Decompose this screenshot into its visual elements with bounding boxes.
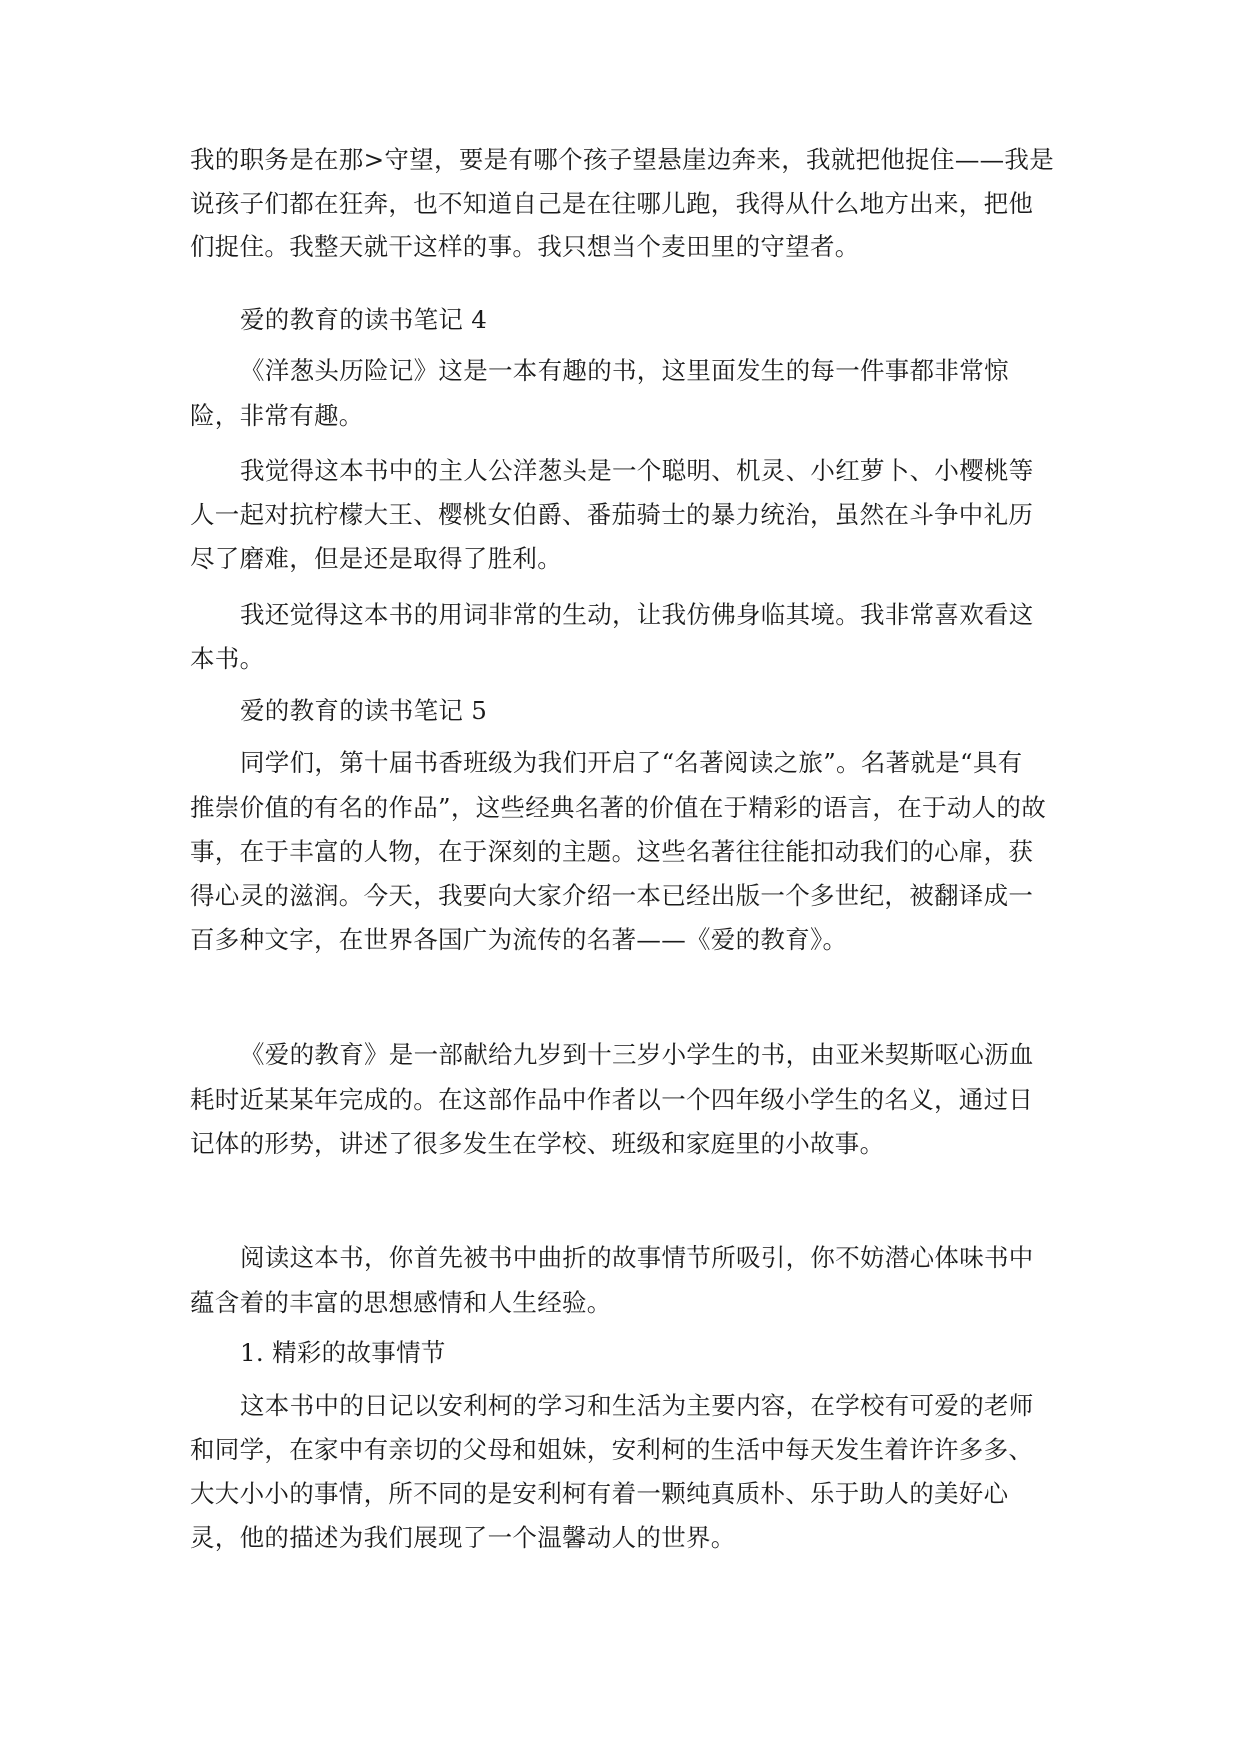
text-line: 我还觉得这本书的用词非常的生动，让我仿佛身临其境。我非常喜欢看这 xyxy=(240,600,1034,629)
text-line: 险，非常有趣。 xyxy=(190,401,364,430)
text-line: 灵，他的描述为我们展现了一个温馨动人的世界。 xyxy=(190,1523,736,1552)
text-line: 记体的形势，讲述了很多发生在学校、班级和家庭里的小故事。 xyxy=(190,1129,885,1158)
text-line: 们捉住。我整天就干这样的事。我只想当个麦田里的守望者。 xyxy=(190,232,860,261)
text-line: 本书。 xyxy=(190,644,265,673)
text-line: 推崇价值的有名的作品”，这些经典名著的价值在于精彩的语言，在于动人的故 xyxy=(190,793,1047,822)
text-line: 蕴含着的丰富的思想感情和人生经验。 xyxy=(190,1288,612,1317)
text-line: 我的职务是在那>守望，要是有哪个孩子望悬崖边奔来，我就把他捉住——我是 xyxy=(190,145,1055,174)
text-line: 百多种文字，在世界各国广为流传的名著——《爱的教育》。 xyxy=(190,925,848,954)
text-line: 同学们，第十届书香班级为我们开启了“名著阅读之旅”。名著就是“具有 xyxy=(240,748,1023,777)
text-line: 人一起对抗柠檬大王、樱桃女伯爵、番茄骑士的暴力统治，虽然在斗争中礼历 xyxy=(190,500,1034,529)
list-item-heading: 1. 精彩的故事情节 xyxy=(240,1338,446,1367)
section-heading: 爱的教育的读书笔记 5 xyxy=(240,696,488,725)
text-line: 《爱的教育》是一部献给九岁到十三岁小学生的书，由亚米契斯呕心沥血 xyxy=(240,1040,1034,1069)
text-line: 事，在于丰富的人物，在于深刻的主题。这些名著往往能扣动我们的心扉，获 xyxy=(190,837,1034,866)
text-line: 我觉得这本书中的主人公洋葱头是一个聪明、机灵、小红萝卜、小樱桃等 xyxy=(240,456,1034,485)
text-line: 阅读这本书，你首先被书中曲折的故事情节所吸引，你不妨潜心体味书中 xyxy=(240,1243,1034,1272)
section-heading: 爱的教育的读书笔记 4 xyxy=(240,305,488,334)
text-line: 这本书中的日记以安利柯的学习和生活为主要内容，在学校有可爱的老师 xyxy=(240,1391,1034,1420)
text-line: 《洋葱头历险记》这是一本有趣的书，这里面发生的每一件事都非常惊 xyxy=(240,356,1009,385)
text-line: 耗时近某某年完成的。在这部作品中作者以一个四年级小学生的名义，通过日 xyxy=(190,1085,1034,1114)
text-line: 尽了磨难，但是还是取得了胜利。 xyxy=(190,544,562,573)
text-line: 说孩子们都在狂奔，也不知道自己是在往哪儿跑，我得从什么地方出来，把他 xyxy=(190,189,1034,218)
text-line: 得心灵的滋润。今天，我要向大家介绍一本已经出版一个多世纪，被翻译成一 xyxy=(190,881,1034,910)
text-line: 大大小小的事情，所不同的是安利柯有着一颗纯真质朴、乐于助人的美好心 xyxy=(190,1479,1009,1508)
text-line: 和同学，在家中有亲切的父母和姐妹，安利柯的生活中每天发生着许许多多、 xyxy=(190,1435,1034,1464)
